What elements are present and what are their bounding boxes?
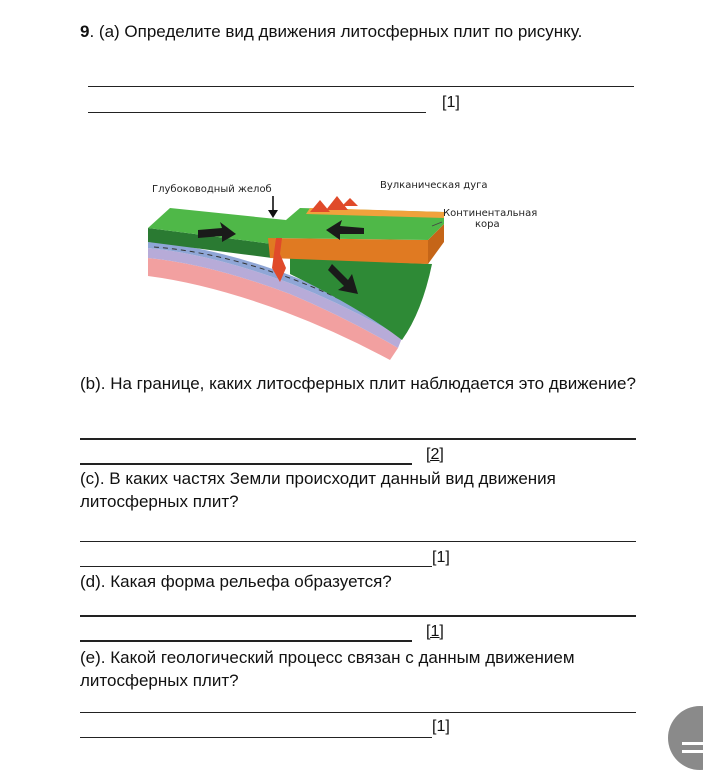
answer-line[interactable] <box>80 541 636 542</box>
label-continental-crust-2: кора <box>475 219 500 230</box>
answer-line[interactable] <box>80 640 412 642</box>
plate-subduction-diagram <box>140 172 580 362</box>
answer-line[interactable] <box>80 463 412 465</box>
floating-action-button[interactable] <box>668 706 703 770</box>
volcano-peak <box>342 198 358 206</box>
question-d: (d). Какая форма рельефа образуется? <box>80 572 392 591</box>
answer-line[interactable] <box>88 112 426 113</box>
answer-line[interactable] <box>80 566 432 567</box>
answer-line[interactable] <box>80 737 432 738</box>
question-e: (e). Какой геологический процесс связан с данным движением литосферных плит? <box>80 648 575 690</box>
question-b: (b). На границе, каких литосферных плит наблюдается это движение? <box>80 374 636 393</box>
label-trench: Глубоководный желоб <box>152 184 272 195</box>
answer-line[interactable] <box>88 86 634 87</box>
question-9a <box>80 20 640 43</box>
question-c: (c). В каких частях Земли происходит данный вид движения литосферных плит? <box>80 469 556 511</box>
trench-pointer-arrowhead <box>268 210 278 218</box>
mark-c: [1] <box>432 549 450 566</box>
answer-line[interactable] <box>80 438 636 440</box>
mark-d: [1] <box>426 623 444 640</box>
answer-line[interactable] <box>80 712 636 713</box>
volcano-peak <box>326 196 348 210</box>
volcano-peak <box>310 200 330 212</box>
label-volcanic-arc: Вулканическая дуга <box>380 180 488 191</box>
question-9a-text: . (a) Определите вид движения литосферных плит по рисунку. <box>89 22 583 41</box>
mark-b: [2] <box>426 446 444 463</box>
mark-e: [1] <box>432 718 450 735</box>
mark-9a: [1] <box>442 94 460 111</box>
label-continental-crust: Континентальная <box>443 208 538 219</box>
question-number: 9 <box>80 22 90 41</box>
answer-line[interactable] <box>80 615 636 617</box>
menu-icon <box>682 742 703 745</box>
